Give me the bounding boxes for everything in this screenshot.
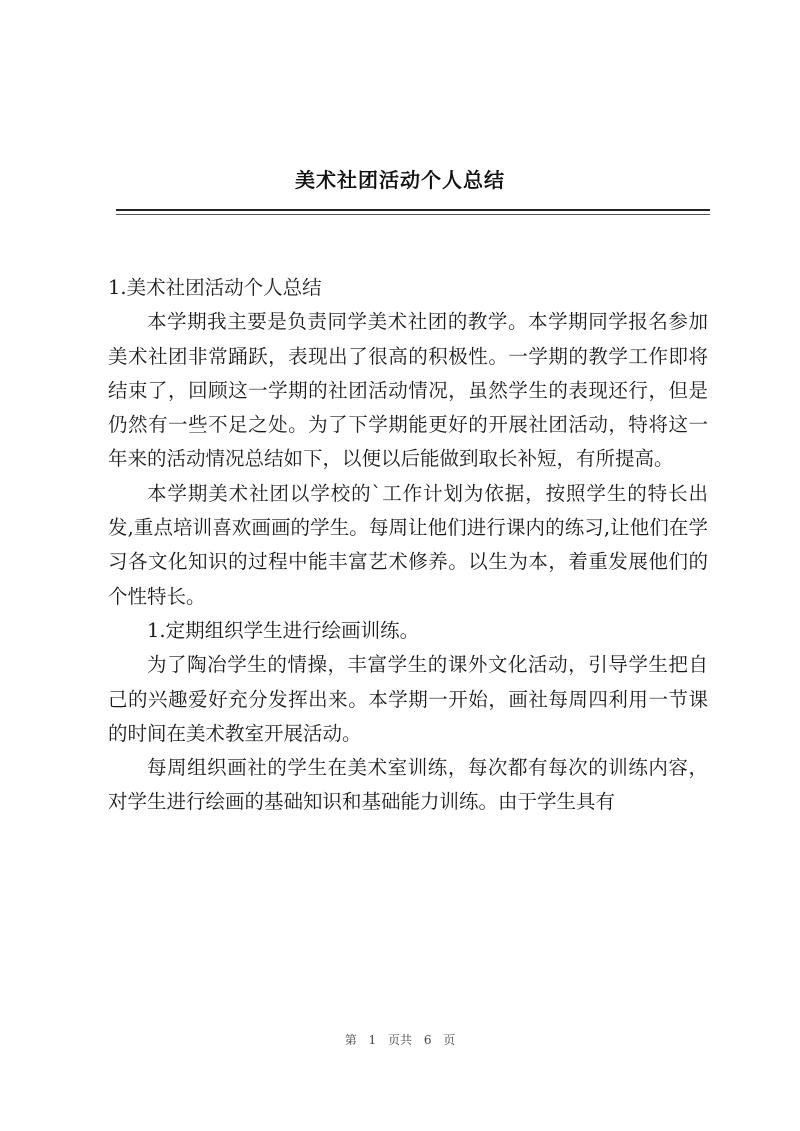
document-body	[108, 271, 708, 820]
title-divider-thin	[116, 214, 710, 215]
section-heading: 1.美术社团活动个人总结	[108, 276, 322, 299]
paragraph-training: 每周组织画社的学生在美术室训练，每次都有每次的训练内容，对学生进行绘画的基础知识和基础能力训练。由于学生具有	[108, 756, 708, 814]
document-title: 美术社团活动个人总结	[295, 168, 505, 192]
title-divider	[116, 209, 710, 211]
paragraph-subheading: 1.定期组织学生进行绘画训练。	[147, 618, 420, 642]
paragraph-purpose: 为了陶冶学生的情操，丰富学生的课外文化活动，引导学生把自己的兴趣爱好充分发挥出来。本学期一开始，画社每周四利用一节课的时间在美术教室开展活动。	[108, 653, 708, 745]
paragraph-intro: 本学期我主要是负责同学美术社团的教学。本学期同学报名参加美术社团非常踊跃，表现出了很高的积极性。一学期的教学工作即将结束了，回顾这一学期的社团活动情况，虽然学生的表现还行，但是仍然有一些不足之处。为了下学期能更好的开展社团活动，特将这一年来的活动情况总结如下，以便以后能做到取长补短，有所提高。	[108, 310, 708, 471]
page-footer: 第 1 页共 6 页	[344, 1033, 456, 1047]
paragraph-plan: 本学期美术社团以学校的`工作计划为依据，按照学生的特长出发,重点培训喜欢画画的学生。每周让他们进行课内的练习,让他们在学习各文化知识的过程中能丰富艺术修养。以生为本，着重发展他们的个性特长。	[108, 481, 708, 608]
